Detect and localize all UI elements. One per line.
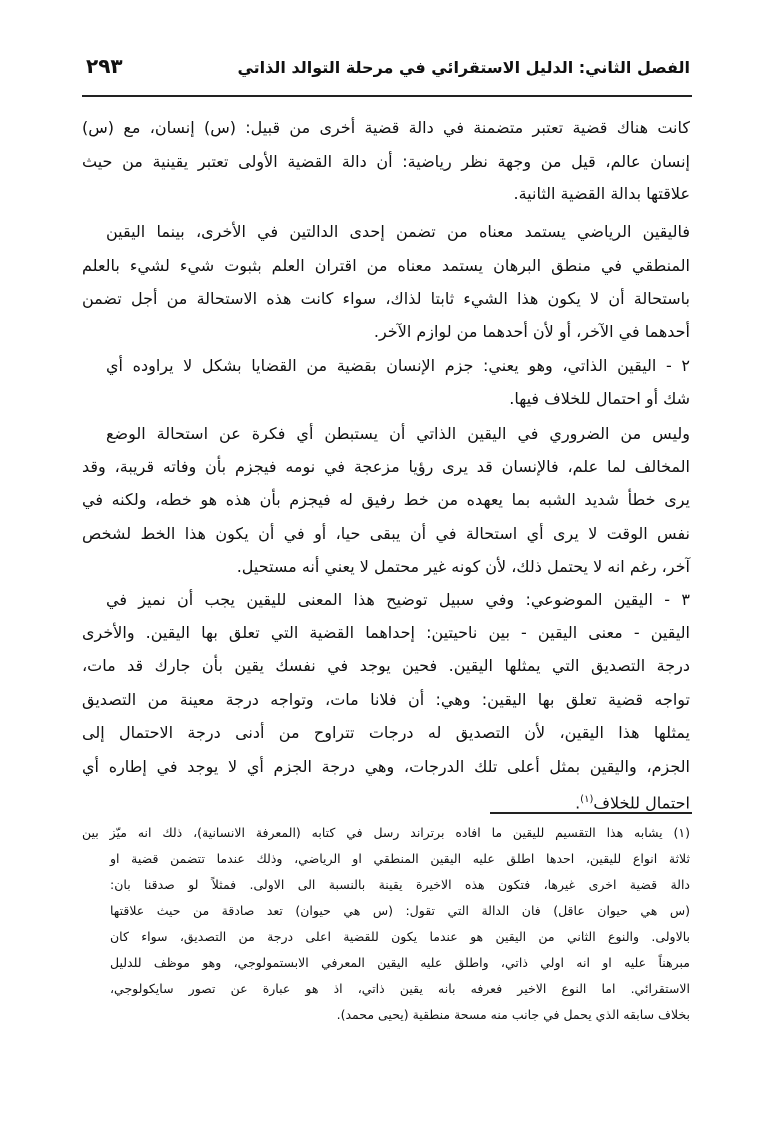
- text-line: إنسان عالم، قيل من وجهة نظر رياضية: أن دالة القضية الأولى تعتبر يقينية من حيث: [82, 152, 690, 171]
- text-line: [82, 789, 690, 814]
- text-line: ٢ - اليقين الذاتي، وهو يعني: جزم الإنسان بقضية من القضايا بشكل لا يراوده أي: [106, 356, 690, 375]
- text-line: اليقين - معنى اليقين - بين ناحيتين: إحداهما القضية التي تعلق بها اليقين. والأخرى: [82, 623, 690, 642]
- text-line: باستحالة أن لا يكون هذا الشيء ثابتا لذاك، سواء كانت هذه الاستحالة من أجل تضمن: [82, 289, 690, 308]
- footnote-line: بالاولى. والنوع الثاني من اليقين هو عندما يكون للقضية اعلى درجة من التصديق، سواء كان: [110, 929, 690, 944]
- footnote-line: (١) يشابه هذا التقسيم لليقين ما افاده برتراند رسل في كتابه (المعرفة الانسانية)، ذلك انه ميّز بين: [82, 825, 690, 840]
- page-number: ٢٩٣: [86, 54, 123, 78]
- text-line: الجزم، واليقين بمثل أعلى تلك الدرجات، وهي درجة الجزم أي لا يوجد في إطاره أي: [82, 757, 690, 776]
- text-line: فاليقين الرياضي يستمد معناه من تضمن إحدى الدالتين في الأخرى، بينما اليقين: [106, 222, 690, 241]
- text-line: نفس الوقت لا يرى أي استحالة في أن يبقى حيا، أو في أن يكون هذا الخط لشخص: [82, 524, 690, 543]
- running-title: الفصل الثاني: الدليل الاستقرائي في مرحلة التوالد الذاتي: [237, 58, 690, 77]
- text-line: درجة التصديق التي يمثلها اليقين. فحين يوجد في نفسك يقين بأن جارك قد مات،: [82, 656, 690, 675]
- text-line: وليس من الضروري في اليقين الذاتي أن يستبطن أي فكرة عن استحالة الوضع: [106, 424, 690, 443]
- text-line: ٣ - اليقين الموضوعي: وفي سبيل توضيح هذا المعنى لليقين يجب أن نميز في: [106, 590, 690, 609]
- text-line: يمثلها هذا اليقين، لأن التصديق له درجات تتراوح من أدنى درجة الاحتمال إلى: [82, 723, 690, 742]
- footnote-line: دالة قضية اخرى غيرها، فتكون هذه الاخيرة يقينة بالنسبة الى الاولى. فمثلاً لو صدقنا بان:: [110, 877, 690, 892]
- footnote-reference[interactable]: (١): [580, 794, 594, 805]
- text-line: يرى خطأ شديد الشبه بما يعهده من خط رفيق له فيجزم بأن هذه هو خطه، ولكنه في: [82, 490, 690, 509]
- footnote-line: (س هي حيوان عاقل) فان الدالة التي تقول: (س هي حيوان) تعد صادقة من حيث علاقتها: [110, 903, 690, 918]
- footnote-line: بخلاف سابقه الذي يحمل في جانب منه مسحة منطقية (يحيى محمد).: [336, 1007, 690, 1022]
- text-line: المنطقي في منطق البرهان يستمد معناه من اقتران العلم بثبوت شيء لشيء بالعلم: [82, 256, 690, 275]
- header-rule: [82, 95, 692, 97]
- text-line: تواجه قضية تعلق بها اليقين: وهي: أن فلانا مات، وتواجه درجة معينة من التصديق: [82, 690, 690, 709]
- footnote-line: مبرهناً عليه او انه اولي ذاتي، واطلق عليه اليقين المعرفي الابستمولوجي، وهو موظف للدليل: [110, 955, 690, 970]
- text-line: علاقتها بدالة القضية الثانية.: [513, 184, 690, 203]
- footnote-line: الاستقرائي. اما النوع الاخير فعرفه بانه يقين ذاتي، اذ هو عبارة عن تصور سايكولوجي،: [110, 981, 690, 996]
- footnote-rule: [490, 812, 692, 814]
- text-line: شك أو احتمال للخلاف فيها.: [509, 389, 690, 408]
- text-line: آخر، رغم انه لا يحتمل ذلك، لأن كونه غير محتمل لا يعني أنه مستحيل.: [236, 557, 690, 576]
- footnote-line: ثلاثة انواع لليقين، احدها اطلق عليه اليقين المنطقي او الرياضي، وذلك عندما تتضمن قضية او: [110, 851, 690, 866]
- text-line: أحدهما في الآخر، أو لأن أحدهما من لوازم الآخر.: [373, 322, 690, 341]
- text-line: كانت هناك قضية تعتبر متضمنة في دالة قضية أخرى من قبيل: (س) إنسان، مع (س): [82, 118, 690, 137]
- text-line: المخالف لما علم، فالإنسان قد يرى رؤيا مزعجة في نومه فيجزم بأن وفاته قريبة، وقد: [82, 457, 690, 476]
- end-punctuation: .: [575, 793, 581, 813]
- text-fragment: احتمال للخلاف: [593, 793, 690, 813]
